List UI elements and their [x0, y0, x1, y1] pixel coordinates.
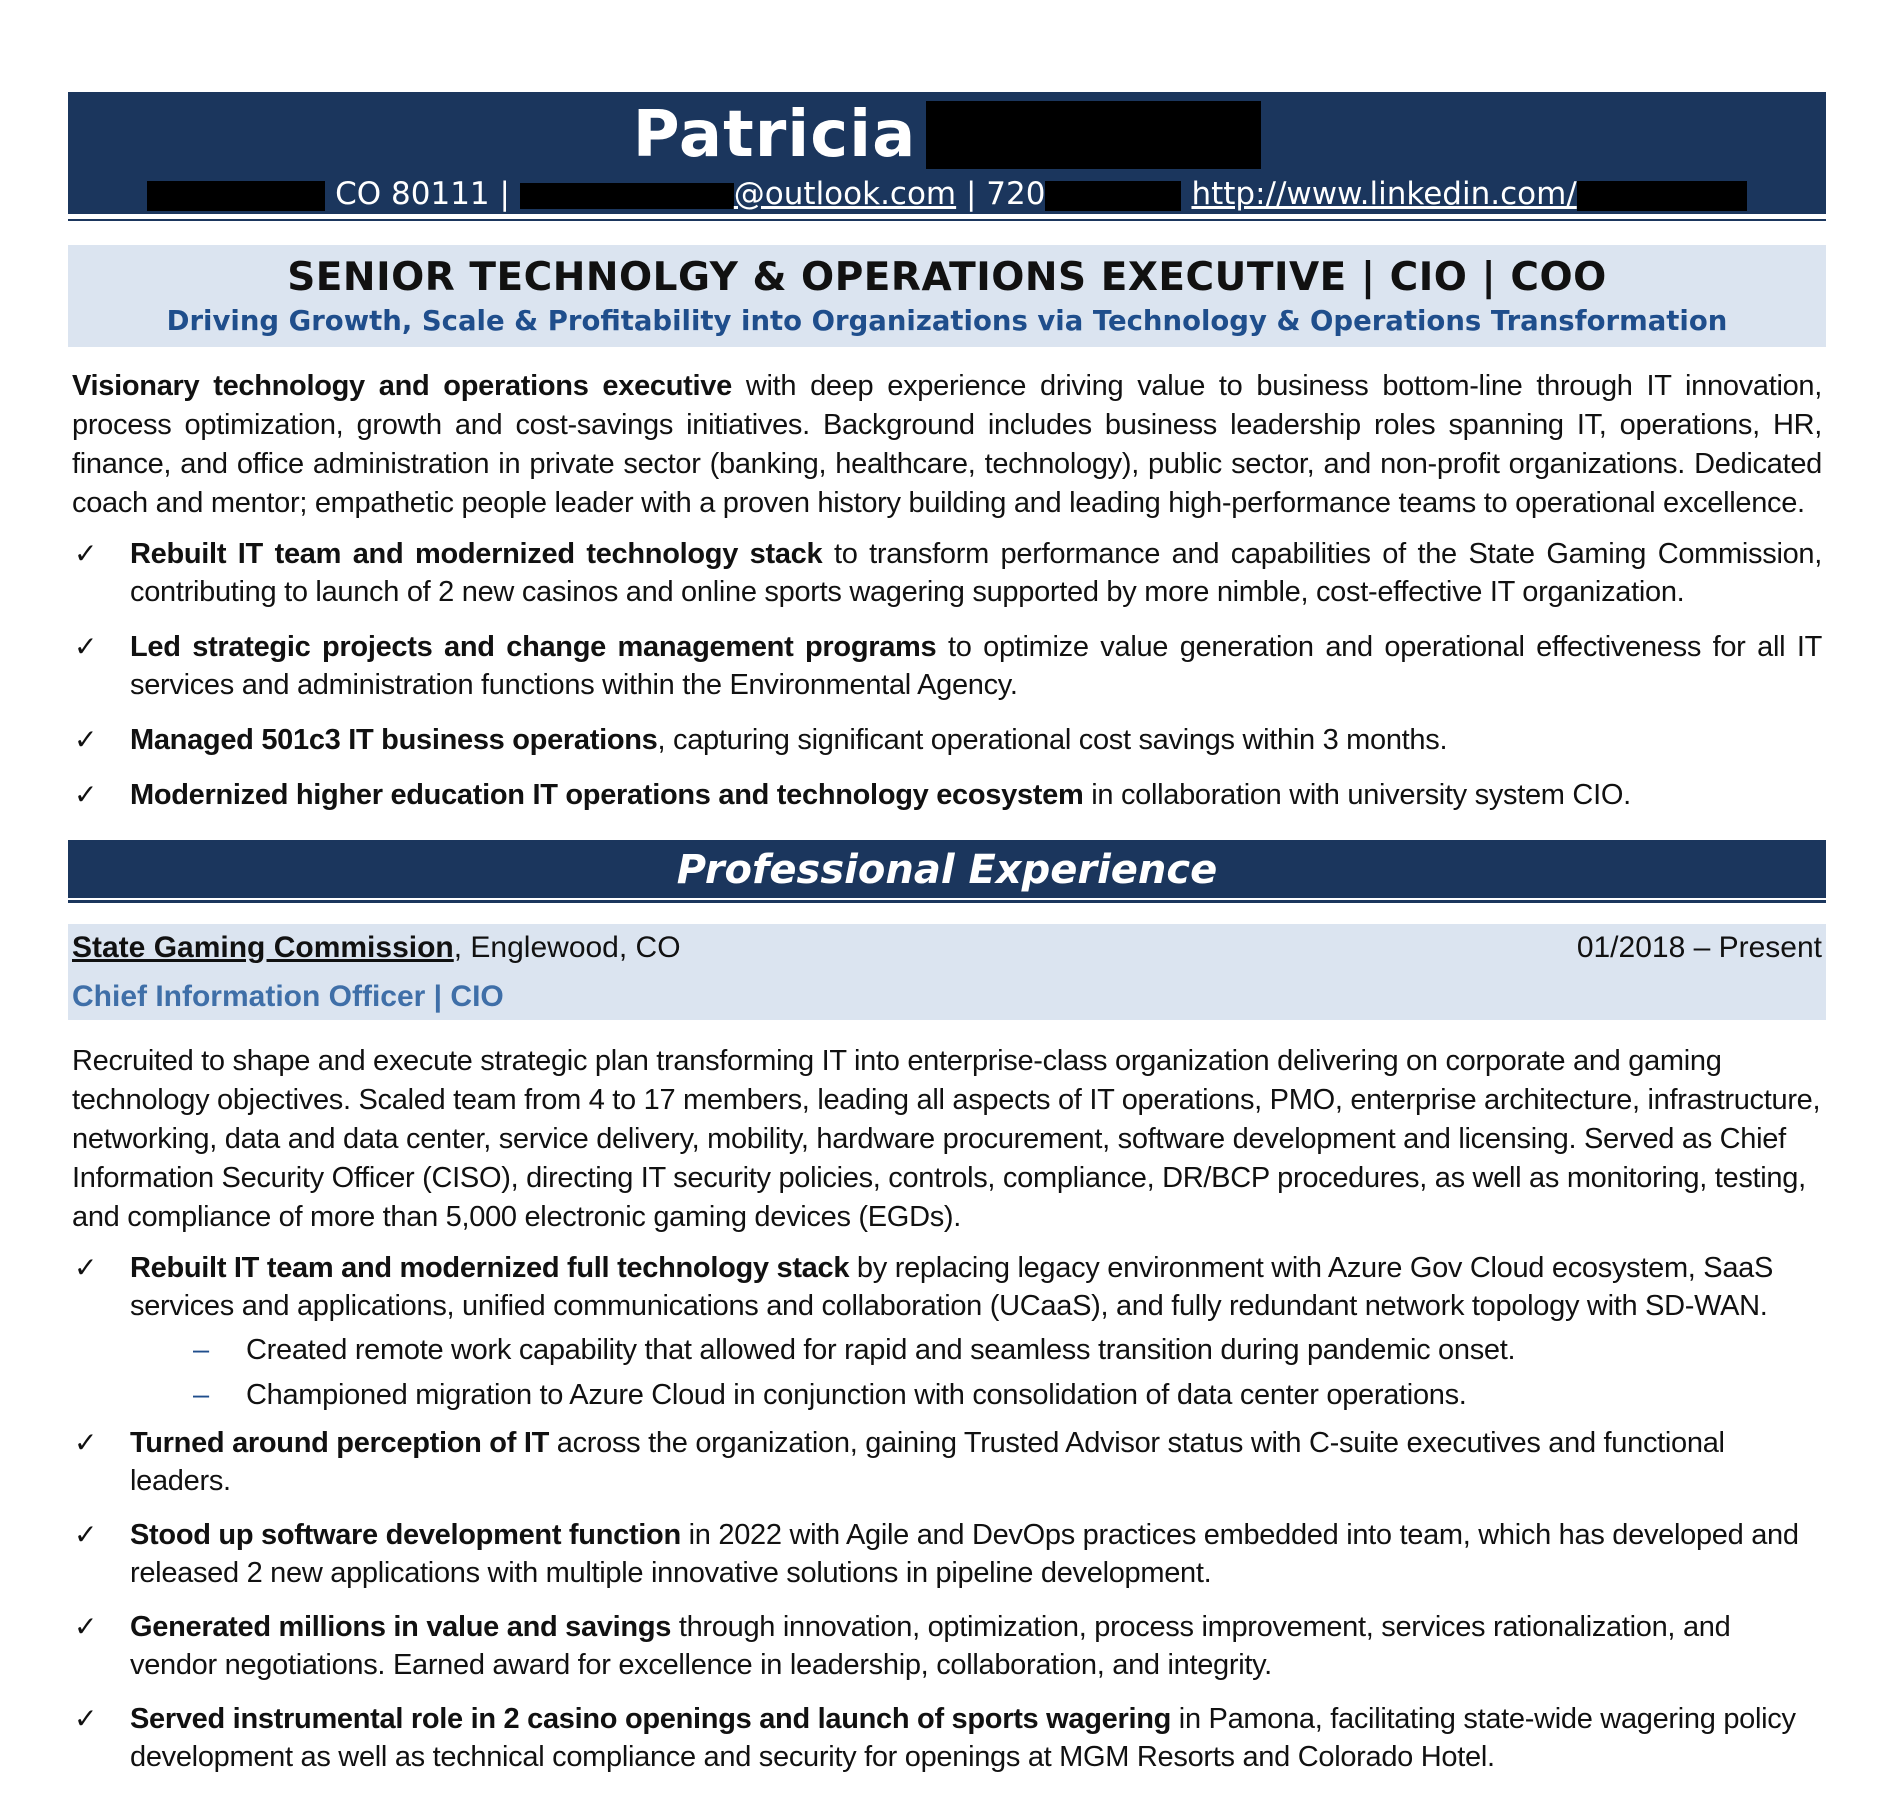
sub-bullet-text: Created remote work capability that allowed for rapid and seamless transition during pandemic onset.: [246, 1334, 1516, 1366]
highlight-bold: Modernized higher education IT operations and technology ecosystem: [130, 779, 1084, 811]
dash-icon: –: [193, 1334, 209, 1366]
name-row: [68, 98, 1826, 178]
job-bullet-bold: Served instrumental role in 2 casino openings and launch of sports wagering: [130, 1703, 1172, 1735]
headline-title: SENIOR TECHNOLGY & OPERATIONS EXECUTIVE | CIO | COO: [287, 255, 1607, 300]
check-icon: ✓: [74, 537, 98, 570]
header-banner: [68, 92, 1826, 217]
section-title: Professional Experience: [676, 847, 1218, 893]
job-title: Chief Information Officer | CIO: [72, 980, 504, 1013]
contact-linkedin[interactable]: http://www.linkedin.com/: [1191, 176, 1577, 212]
contact-email[interactable]: @outlook.com: [733, 176, 957, 212]
resume-page: [68, 92, 1826, 1792]
highlights-list: [68, 535, 1826, 814]
job-bullet-bold: Generated millions in value and savings: [130, 1611, 672, 1643]
summary-lead: Visionary technology and operations executive: [72, 370, 732, 402]
job-bullet: [68, 1249, 1826, 1325]
check-icon: ✓: [74, 723, 98, 756]
summary-paragraph: [72, 367, 1822, 523]
highlight-text: , capturing significant operational cost savings within 3 months.: [657, 724, 1448, 756]
check-icon: ✓: [74, 630, 98, 663]
redacted-city: [147, 181, 325, 211]
sub-bullet-text: Championed migration to Azure Cloud in conjunction with consolidation of data center operations.: [246, 1379, 1467, 1411]
job-bullet-text: by replacing legacy environment with Azure Gov Cloud ecosystem, SaaS services and applications, unified communications and collaboration (UCaaS), and fully redundant network topology with SD-WAN.: [130, 1252, 1774, 1322]
employer-row: [72, 928, 1822, 968]
job-bullet-text: in Pamona, facilitating state-wide wagering policy development as well as technical compliance and security for openings at MGM Resorts and Colorado Hotel.: [130, 1703, 1796, 1773]
highlight-bold: Managed 501c3 IT business operations: [130, 724, 658, 756]
check-icon: ✓: [74, 1426, 98, 1459]
redacted-surname: [926, 101, 1261, 169]
highlight-item: [68, 628, 1826, 704]
highlight-text: to transform performance and capabilities of the State Gaming Commission, contributing to launch of 2 new casinos and online sports wagering supported by more nimble, cost-effective IT organization.: [130, 538, 1822, 608]
section-header-experience: [68, 840, 1826, 900]
check-icon: ✓: [74, 1518, 98, 1551]
job-bullet-text: across the organization, gaining Trusted Advisor status with C-suite executives and functional leaders.: [130, 1427, 1725, 1497]
highlight-bold: Rebuilt IT team and modernized technology stack: [130, 538, 823, 570]
sub-bullet: [68, 1376, 1826, 1414]
summary-text: with deep experience driving value to business bottom-line through IT innovation, process optimization, growth and cost-savings initiatives. Background includes business leadership roles spanning IT, operations, HR, finance, and office administration in private sector (banking, healthcare, technology), public sector, and non-profit organizations. Dedicated coach and mentor; empathetic people leader with a proven history building and leading high-performance teams to operational excellence.: [72, 370, 1823, 519]
job-subbullets: [68, 1331, 1826, 1414]
headline-band: [68, 245, 1826, 347]
job-header: [68, 924, 1826, 1020]
sub-bullet: [68, 1331, 1826, 1369]
job-bullets-2: [68, 1424, 1826, 1776]
headline-tagline: Driving Growth, Scale & Profitability into Organizations via Technology & Operations Transformation: [166, 305, 1728, 337]
job-bullet: [68, 1424, 1826, 1500]
job-bullets-1: [68, 1249, 1826, 1325]
redacted-phone: [1045, 181, 1181, 211]
job-bullet: [68, 1700, 1826, 1776]
contact-line: [68, 176, 1826, 212]
redacted-email-user: [520, 183, 734, 209]
check-icon: ✓: [74, 1610, 98, 1643]
dash-icon: –: [193, 1379, 209, 1411]
highlight-text: to optimize value generation and operational effectiveness for all IT services and administration functions within the Environmental Agency.: [130, 631, 1822, 701]
highlight-item: [68, 776, 1826, 814]
contact-phone: 720: [986, 176, 1046, 212]
highlight-item: [68, 721, 1826, 759]
check-icon: ✓: [74, 778, 98, 811]
check-icon: ✓: [74, 1702, 98, 1735]
contact-location: CO 80111 |: [325, 176, 520, 212]
employer-name: State Gaming Commission: [72, 931, 454, 964]
job-dates: 01/2018 – Present: [1576, 931, 1822, 964]
job-bullet-bold: Rebuilt IT team and modernized full technology stack: [130, 1252, 850, 1284]
highlight-text: in collaboration with university system CIO.: [1083, 779, 1631, 811]
highlight-bold: Led strategic projects and change management programs: [130, 631, 937, 663]
employer-location: , Englewood, CO: [453, 931, 681, 964]
candidate-name: Patricia: [632, 98, 917, 172]
highlight-item: [68, 535, 1826, 611]
job-bullet-bold: Turned around perception of IT: [130, 1427, 550, 1459]
job-bullet-text: through innovation, optimization, process improvement, services rationalization, and vendor negotiations. Earned award for excellence in leadership, collaboration, and integrity.: [130, 1611, 1731, 1681]
job-bullet: [68, 1516, 1826, 1592]
check-icon: ✓: [74, 1251, 98, 1284]
job-bullet: [68, 1608, 1826, 1684]
header-rule: [68, 219, 1826, 221]
job-bullet-text: in 2022 with Agile and DevOps practices embedded into team, which has developed and released 2 new applications with multiple innovative solutions in pipeline development.: [130, 1519, 1799, 1589]
job-bullet-bold: Stood up software development function: [130, 1519, 681, 1551]
contact-separator: |: [956, 176, 987, 212]
job-description: Recruited to shape and execute strategic plan transforming IT into enterprise-class organization delivering on corporate and gaming technology objectives. Scaled team from 4 to 17 members, leading all aspects of IT operations, PMO, enterprise architecture, infrastructure, networking, data and data center, service delivery, mobility, hardware procurement, software development and licensing. Served as Chief Information Security Officer (CISO), directing IT security policies, controls, compliance, DR/BCP procedures, as well as monitoring, testing, and compliance of more than 5,000 electronic gaming devices (EGDs).: [72, 1045, 1821, 1233]
redacted-linkedin-handle: [1577, 181, 1747, 211]
